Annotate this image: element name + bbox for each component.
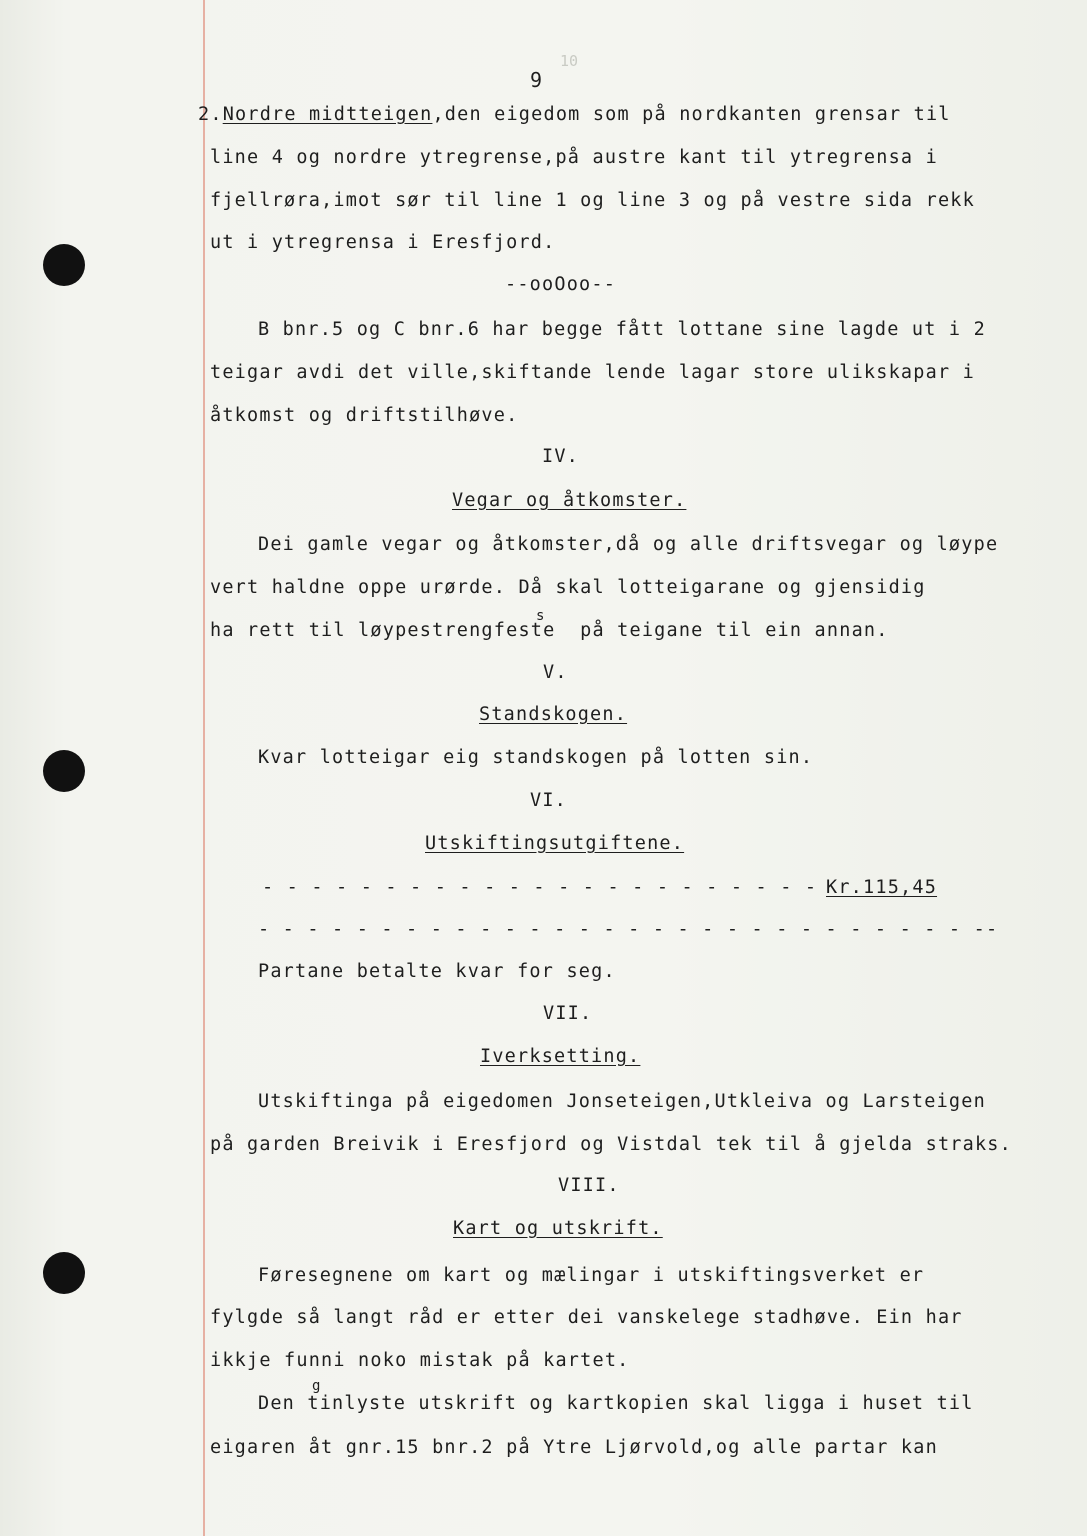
text-line: 2.Nordre midtteigen,den eigedom som på nordkanten grensar til [198,104,951,125]
dash-leader: - - - - - - - - - - - - - - - - - - - - - - - - - - - - - -- [258,919,999,940]
text-line: åtkomst og driftstilhøve. [210,405,519,426]
text-line: ikkje funni noko mistak på kartet. [210,1350,630,1371]
section-number: VII. [543,1003,593,1024]
text-line: på garden Breivik i Eresfjord og Vistdal tek til å gjelda straks. [210,1134,1012,1155]
text-line: Partane betalte kvar for seg. [258,961,616,982]
text-line: eigaren åt gnr.15 bnr.2 på Ytre Ljørvold,og alle partar kan [210,1437,938,1458]
text-line: vert haldne oppe urørde. Då skal lotteigarane og gjensidig [210,577,926,598]
text-line: Dei gamle vegar og åtkomster,då og alle driftsvegar og løype [258,534,999,555]
separator: --ooOoo-- [505,274,617,295]
handwritten-correction: g [312,1378,322,1394]
section-heading: Utskiftingsutgiftene. [425,833,685,854]
section-heading: Kart og utskrift. [453,1218,663,1239]
text-line: teigar avdi det ville,skiftande lende lagar store ulikskapar i [210,362,975,383]
section-number: V. [543,662,568,683]
dash-leader: - - - - - - - - - - - - - - - - - - - - - - - [262,877,818,898]
text-line: ut i ytregrensa i Eresfjord. [210,232,556,253]
text-line: fjellrøra,imot sør til line 1 og line 3 og på vestre sida rekk [210,190,975,211]
section-number: IV. [542,446,580,467]
text-line: Den tinlyste utskrift og kartkopien skal ligga i huset til [258,1393,974,1414]
section-heading: Vegar og åtkomster. [452,490,687,511]
text-line: line 4 og nordre ytregrense,på austre kant til ytregrensa i [210,147,938,168]
punch-hole [43,1252,85,1294]
parcel-title: Nordre midtteigen [222,104,433,125]
section-heading: Iverksetting. [480,1046,641,1067]
text-line: ha rett til løypestrengfeste på teigane til ein annan. [210,620,889,641]
text-line: Kvar lotteigar eig standskogen på lotten sin. [258,747,814,768]
margin-rule [203,0,205,1536]
punch-hole [43,244,85,286]
section-number: VIII. [558,1175,620,1196]
page-number: 9 [530,68,544,92]
handwritten-correction: s [536,608,546,624]
text-line: fylgde så langt råd er etter dei vanskelege stadhøve. Ein har [210,1307,963,1328]
text-line: B bnr.5 og C bnr.6 har begge fått lottane sine lagde ut i 2 [258,319,986,340]
text-line: Utskiftinga på eigedomen Jonseteigen,Utkleiva og Larsteigen [258,1091,986,1112]
section-heading: Standskogen. [479,704,628,725]
punch-hole [43,750,85,792]
bleed-through-number: 10 [560,52,579,70]
section-number: VI. [530,790,568,811]
text-line: Føresegnene om kart og mælingar i utskiftingsverket er [258,1265,925,1286]
amount: Kr.115,45 [826,877,938,898]
